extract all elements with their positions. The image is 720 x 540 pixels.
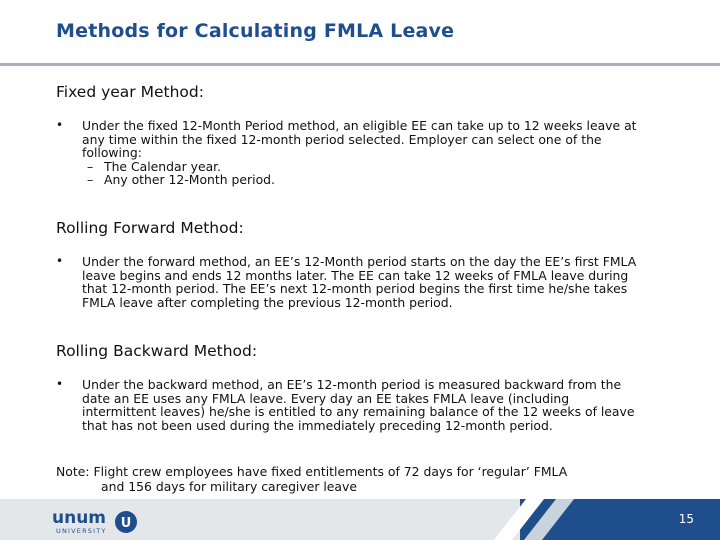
svg-text:unum: unum: [52, 508, 107, 528]
svg-text:U: U: [120, 516, 132, 531]
fixed-method-text: Under the fixed 12-Month Period method, an eligible EE can take up to 12 weeks leave at any time within the fixed 12-month period selected. Employer can select one of the following:: [82, 118, 637, 160]
backward-method-text: Under the backward method, an EE’s 12-month period is measured backward from the date an EE uses any FMLA leave. Every day an EE takes FMLA leave (including intermittent leaves) he/she is entitled to any remaining balance of the 12 weeks of leave that has not been used during the immediately preceding 12-month period.: [82, 377, 635, 433]
title-divider: [0, 63, 720, 66]
note-text: Note: Flight crew employees have fixed entitlements of 72 days for ‘regular’ FMLA and 156 days for military caregiver leave: [56, 464, 568, 494]
page-number: 15: [678, 512, 694, 526]
forward-method-text: Under the forward method, an EE’s 12-Month period starts on the day the EE’s first FMLA leave begins and ends 12 months later. The EE can take 12 weeks of FMLA leave during that 12-month period. The EE’s next 12-month period begins the first time he/she takes FMLA leave after completing the previous 12-month period.: [82, 254, 637, 310]
bullet-icon: •: [56, 377, 64, 391]
fixed-method-sublist: [82, 160, 642, 187]
fixed-method-heading: Fixed year Method:: [56, 83, 204, 101]
bullet-icon: •: [56, 254, 64, 268]
forward-method-heading: Rolling Forward Method:: [56, 219, 244, 237]
dash-icon: –: [87, 158, 94, 174]
bullet-icon: •: [56, 118, 64, 132]
unum-university-logo: [52, 507, 142, 535]
footer-bar: [0, 499, 720, 540]
fixed-method-bullet: [56, 119, 696, 187]
backward-method-heading: Rolling Backward Method:: [56, 342, 258, 360]
forward-method-bullet: [56, 255, 696, 309]
slide-title: Methods for Calculating FMLA Leave: [56, 20, 455, 42]
dash-icon: –: [87, 172, 94, 187]
backward-method-bullet: [56, 378, 696, 432]
sub-list-item: – The Calendar year.: [87, 158, 222, 174]
sub-list-item: – Any other 12-Month period.: [87, 172, 275, 187]
svg-text:UNIVERSITY: UNIVERSITY: [56, 527, 107, 535]
